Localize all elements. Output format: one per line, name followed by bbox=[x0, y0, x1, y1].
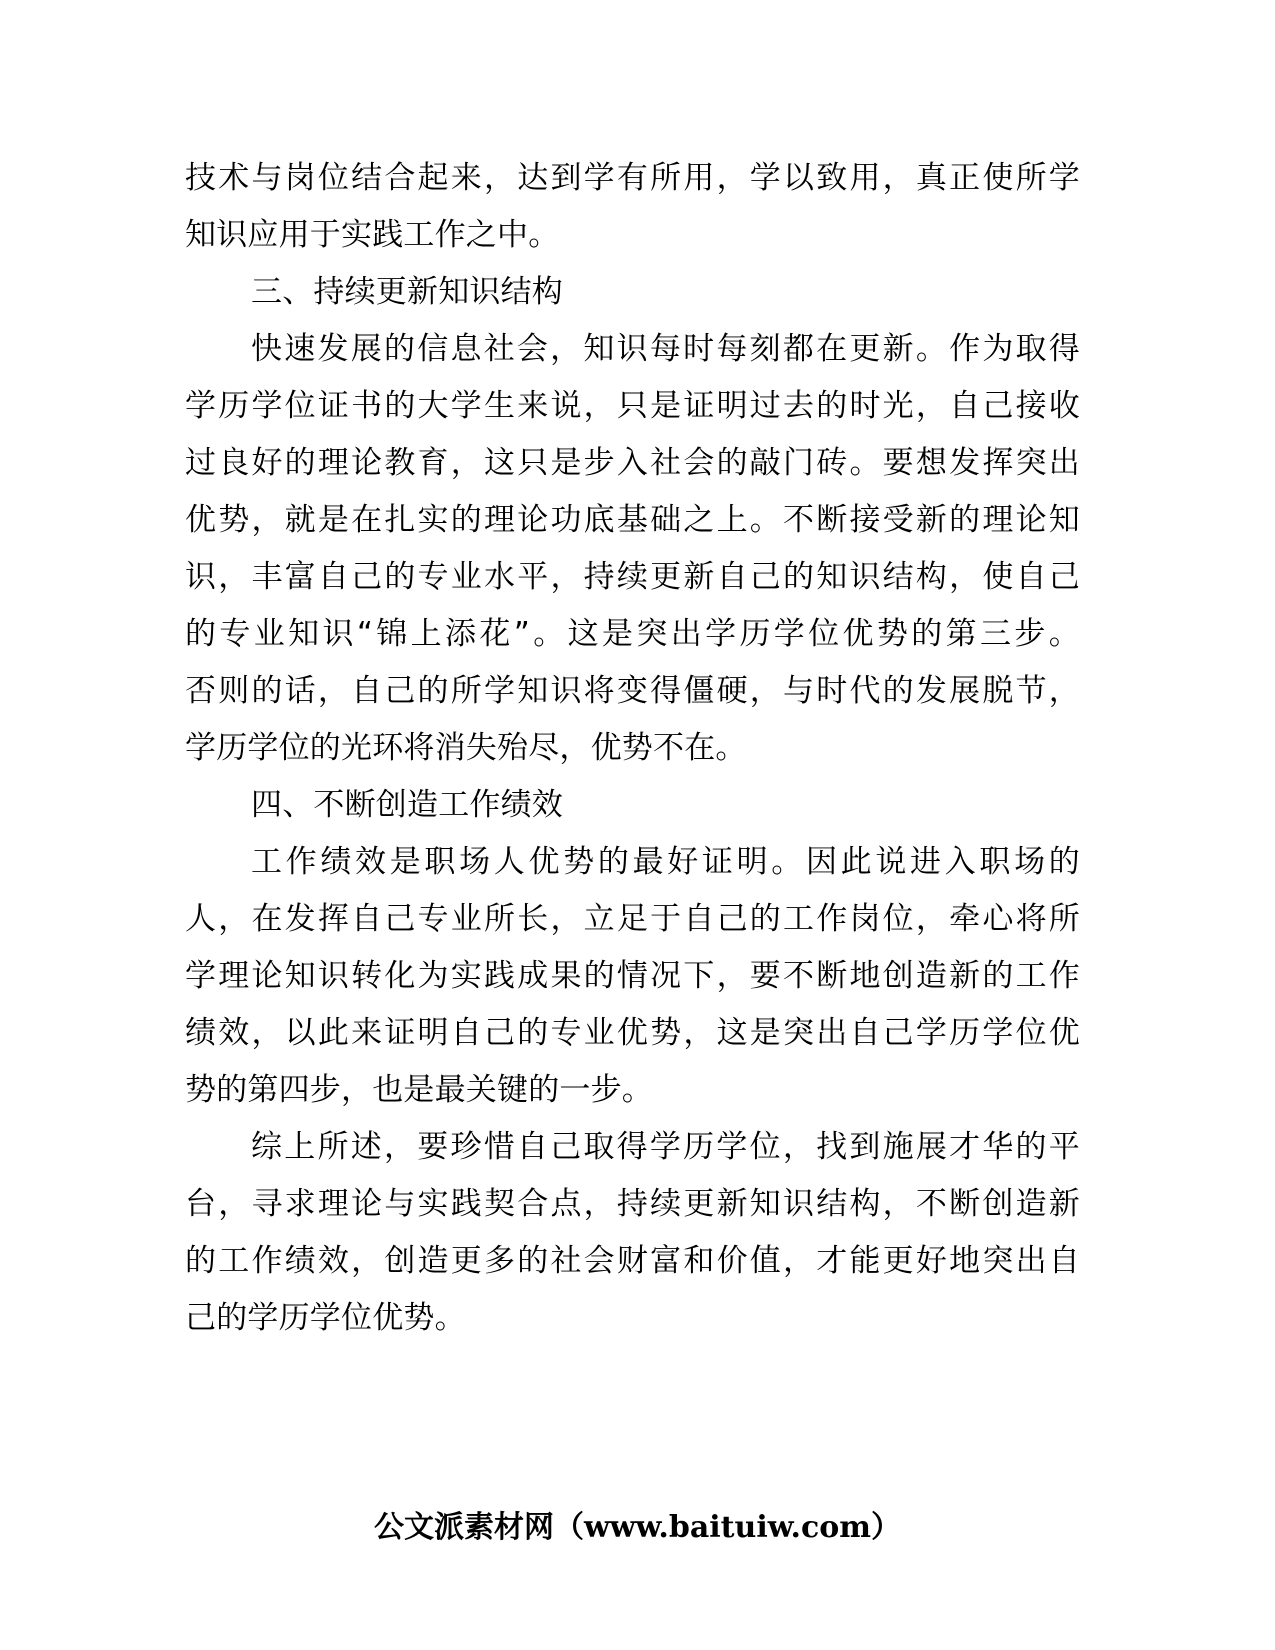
body-line: 否则的话，自己的所学知识将变得僵硬，与时代的发展脱节， bbox=[185, 673, 1080, 709]
body-line: 学历学位证书的大学生来说，只是证明过去的时光，自己接收 bbox=[185, 388, 1080, 424]
body-line: 知识应用于实践工作之中。 bbox=[185, 217, 560, 253]
body-line: 过良好的理论教育，这只是步入社会的敲门砖。要想发挥突出 bbox=[185, 445, 1080, 481]
body-line: 技术与岗位结合起来，达到学有所用，学以致用，真正使所学 bbox=[185, 160, 1080, 196]
footer-source: 公文派素材网（www.baituiw.com） bbox=[373, 1510, 902, 1545]
body-line: 己的学历学位优势。 bbox=[185, 1300, 466, 1336]
body-line: 的专业知识“锦上添花”。这是突出学历学位优势的第三步。 bbox=[185, 616, 1080, 652]
body-line: 识，丰富自己的专业水平，持续更新自己的知识结构，使自己 bbox=[185, 559, 1080, 595]
body-line: 工作绩效是职场人优势的最好证明。因此说进入职场的 bbox=[251, 844, 1080, 880]
body-line: 学理论知识转化为实践成果的情况下，要不断地创造新的工作 bbox=[185, 958, 1080, 994]
body-line: 绩效，以此来证明自己的专业优势，这是突出自己学历学位优 bbox=[185, 1015, 1080, 1051]
section-heading: 三、持续更新知识结构 bbox=[251, 274, 563, 310]
body-line: 势的第四步，也是最关键的一步。 bbox=[185, 1072, 653, 1108]
document-body bbox=[185, 150, 1080, 1347]
body-line: 台，寻求理论与实践契合点，持续更新知识结构，不断创造新 bbox=[185, 1186, 1080, 1222]
body-line: 快速发展的信息社会，知识每时每刻都在更新。作为取得 bbox=[251, 331, 1080, 367]
section-heading: 四、不断创造工作绩效 bbox=[251, 787, 563, 823]
body-line: 学历学位的光环将消失殆尽，优势不在。 bbox=[185, 730, 747, 766]
body-line: 综上所述，要珍惜自己取得学历学位，找到施展才华的平 bbox=[251, 1129, 1080, 1165]
body-line: 人，在发挥自己专业所长，立足于自己的工作岗位，牵心将所 bbox=[185, 901, 1080, 937]
body-line: 优势，就是在扎实的理论功底基础之上。不断接受新的理论知 bbox=[185, 502, 1080, 538]
body-line: 的工作绩效，创造更多的社会财富和价值，才能更好地突出自 bbox=[185, 1243, 1080, 1279]
